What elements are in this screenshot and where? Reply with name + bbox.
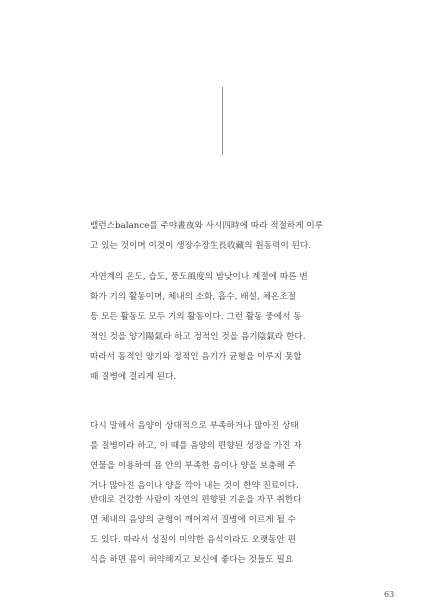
text-line: 도 있다. 따라서 성질이 미약한 음식이라도 오랫동안 편: [90, 535, 296, 545]
text-line: 밸런스balance를 주야晝夜와 사시四時에 따라 적절하게 이루: [90, 221, 324, 231]
text-line: 면 체내의 음양의 균형이 깨어져서 질병에 이르게 될 수: [90, 515, 296, 525]
page-number: 63: [384, 590, 395, 599]
text-line: 를 질병이라 하고, 이 때를 음양의 편향된 성장을 가진 자: [90, 441, 302, 451]
text-line: 자연계의 온도, 습도, 풍도風度의 밤낮이나 계절에 따른 변: [90, 272, 308, 282]
text-line: 식을 하면 몸이 허약해지고 보신에 좋다는 것들도 필요: [90, 555, 294, 565]
text-line: 연물을 이용하여 몸 안의 부족한 음이나 양을 보충해 주: [90, 461, 296, 471]
text-line: 고 있는 것이며 이것이 생장수장生長收藏의 원동력이 된다.: [90, 241, 312, 251]
text-line: 화가 기의 활동이며, 체내의 소화, 흡수, 배설, 체온조절: [90, 292, 296, 302]
text-line: 등 모든 활동도 모두 기의 활동이다. 그런 활동 중에서 동: [90, 312, 302, 322]
paragraph-2: [90, 267, 369, 387]
text-line: 때 질병에 걸리게 된다.: [90, 372, 177, 382]
text-line: 반대로 건강한 사람이 자연의 편향된 기운을 자꾸 취한다: [90, 495, 302, 505]
text-line: 따라서 동적인 양기와 정적인 음기가 균형을 이루지 못할: [90, 352, 302, 362]
text-line: 적인 것을 양기陽氣라 하고 정적인 것을 음기陰氣라 한다.: [90, 332, 306, 342]
decorative-vertical-rule: [222, 87, 223, 155]
text-line: 거나 많아진 음이나 양을 깍아 내는 것이 한약 진료이다.: [90, 481, 299, 491]
paragraph-3: [90, 416, 369, 496]
paragraph-1: [90, 216, 369, 256]
text-line: 다시 말해서 음양이 상대적으로 부족하거나 많아진 상태: [90, 421, 299, 431]
paragraph-4: [90, 490, 369, 570]
